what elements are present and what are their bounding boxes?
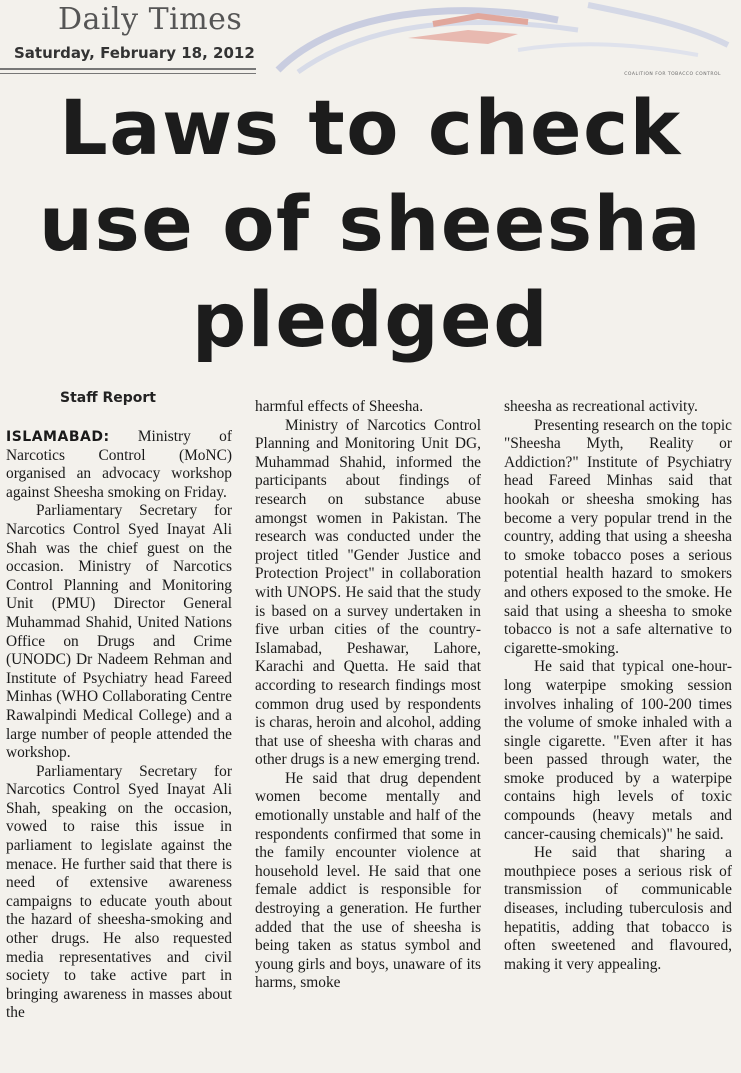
headline-line-1: Laws to check xyxy=(59,83,682,172)
paragraph: Parliamentary Secretary for Narcotics Control Syed Inayat Ali Shah, speaking on the occasion, vowed to raise this issue in parliament to legislate against the menace. He further said that there is need of extensive awareness campaigns to educate youth about the hazard of sheesha-smoking and other drugs. He also requested media representatives and civil society to take active part in bringing awareness in masses about the xyxy=(6,762,232,1022)
newspaper-name: Daily Times xyxy=(58,2,243,37)
headline-line-2: use of sheesha xyxy=(38,179,703,268)
paragraph: ISLAMABAD: Ministry of Narcotics Control (MoNC) organised an advocacy workshop against Sheesha smoking on Friday. xyxy=(6,428,232,501)
publication-date: Saturday, February 18, 2012 xyxy=(14,44,255,62)
paragraph: Presenting research on the topic "Sheesha Myth, Reality or Addiction?" Institute of Psychiatry head Fareed Minhas said that hookah or sheesha smoking has become a very popular trend in the country, adding that using a sheesha to smoke tobacco poses a serious potential health hazard to smokers and others exposed to the smoke. He said that using a sheesha to smoke tobacco is not a safe alternative to cigarette-smoking. xyxy=(504,416,732,657)
paragraph: He said that typical one-hour-long waterpipe smoking session involves inhaling of 100-200 times the volume of smoke inhaled with a single cigarette. "Even after it has been passed through water, the smoke produced by a waterpipe contains high levels of toxic compounds (heavy metals and cancer-causing chemicals)" he said. xyxy=(504,658,732,843)
paragraph: He said that drug dependent women become mentally and emotionally unstable and half of the respondents confirmed that some in the family encounter violence at household level. He said that one female addict is responsible for destroying a generation. He further added that the use of sheesha is being taken as status symbol and young girls and boys, unaware of its harms, smoke xyxy=(255,769,481,992)
paragraph: Ministry of Narcotics Control Planning and Monitoring Unit DG, Muhammad Shahid, informed the participants about findings of research on substance abuse amongst women in Pakistan. The research was conducted under the project titled "Gender Justice and Protection Project" in collaboration with UNOPS. He said that the study is based on a survey undertaken in five urban cities of the country- Islamabad, Peshawar, Lahore, Karachi and Quetta. He said that according to research findings most common drug used by respondents is charas, heroin and alcohol, adding that use of sheesha with charas and other drugs is a new emerging trend. xyxy=(255,416,481,769)
logo-caption: COALITION FOR TOBACCO CONTROL xyxy=(624,72,721,77)
article-column-1 xyxy=(6,428,232,1023)
paragraph: harmful effects of Sheesha. xyxy=(255,398,424,415)
headline-line-3: pledged xyxy=(191,275,550,364)
article-headline xyxy=(0,80,741,368)
dateline: ISLAMABAD: xyxy=(6,429,110,445)
masthead-rule-thin xyxy=(0,73,256,74)
masthead-rule xyxy=(0,68,256,70)
paragraph: He said that sharing a mouthpiece poses a serious risk of transmission of communicable diseases, including tuberculosis and hepatitis, adding that tobacco is often sweetened and flavoured, making it very appealing. xyxy=(504,844,732,973)
coalition-logo-graphic xyxy=(258,0,741,76)
article-column-3 xyxy=(504,398,732,974)
byline: Staff Report xyxy=(60,390,156,406)
paragraph: Parliamentary Secretary for Narcotics Control Syed Inayat Ali Shah was the chief guest on the occasion. Ministry of Narcotics Control Planning and Monitoring Unit (PMU) Director General Muhammad Shahid, United Nations Office on Drugs and Crime (UNODC) Dr Nadeem Rehman and Institute of Psychiatry head Fareed Minhas (WHO Collaborating Centre Rawalpindi Medical College) and a large number of people attended the workshop. xyxy=(6,502,232,762)
article-column-2 xyxy=(255,398,481,993)
masthead xyxy=(0,0,741,78)
paragraph: sheesha as recreational activity. xyxy=(504,398,698,415)
